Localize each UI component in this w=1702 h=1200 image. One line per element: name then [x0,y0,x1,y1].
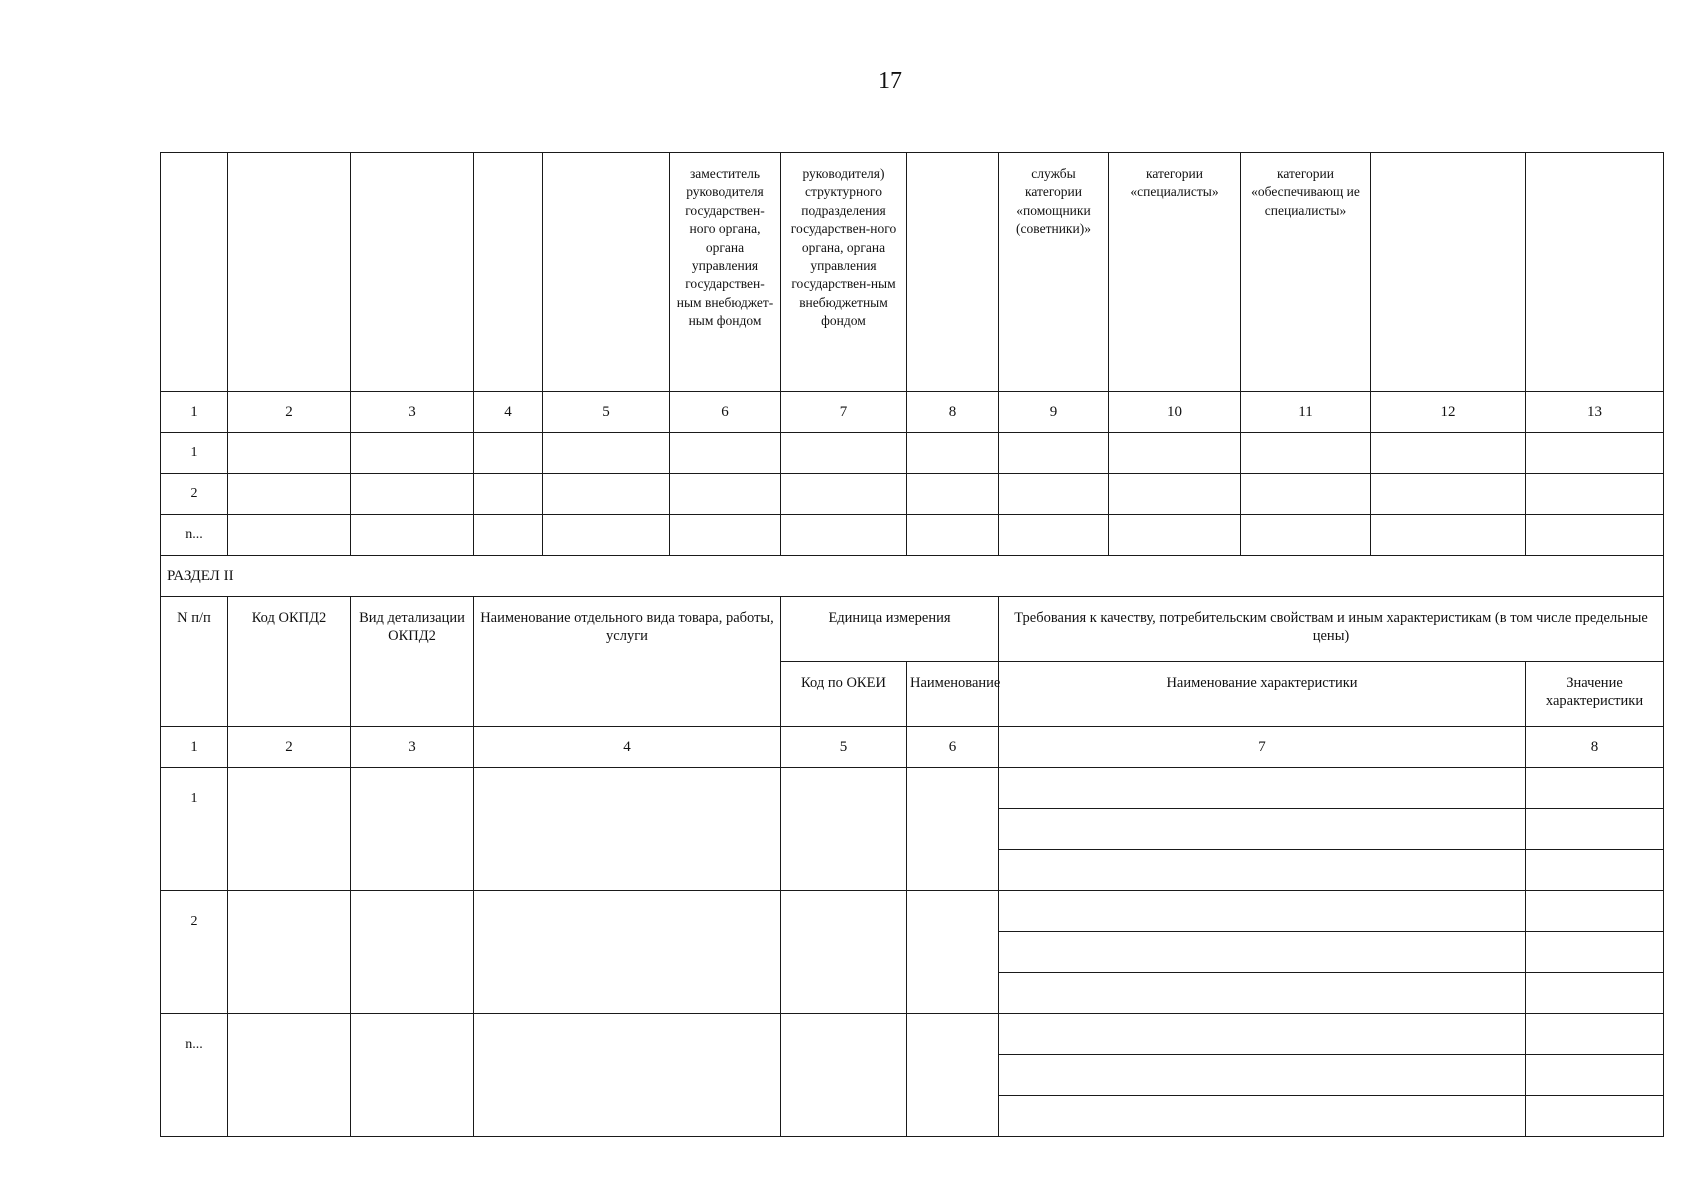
table-cell[interactable] [543,515,670,556]
header-cell: категории «обеспечивающ ие специалисты» [1241,153,1371,392]
table-cell[interactable] [907,891,999,1014]
header-cell [543,153,670,392]
section2-title-row [161,556,1664,597]
column-number: 1 [161,392,228,433]
section2-row [161,891,1664,932]
section2-column-numbers [161,727,1664,768]
column-number: 6 [670,392,781,433]
row-number: 1 [161,433,228,474]
table-cell[interactable] [1109,433,1241,474]
column-number: 5 [543,392,670,433]
table-cell[interactable] [999,809,1526,850]
detail-header: Вид детализации ОКПД2 [351,597,474,727]
table-cell[interactable] [474,768,781,891]
table-cell[interactable] [474,474,543,515]
table-cell[interactable] [228,474,351,515]
table-cell[interactable] [999,474,1109,515]
requirements-header: Требования к качеству, потребительским свойствам и иным характеристикам (в том числе предельные цены) [999,597,1664,662]
header-cell [228,153,351,392]
table-cell[interactable] [228,515,351,556]
table-cell[interactable] [1526,973,1664,1014]
unit-name-header: Наименование [907,662,999,727]
table-cell[interactable] [351,474,474,515]
column-number: 6 [907,727,999,768]
table-cell[interactable] [351,768,474,891]
column-number: 9 [999,392,1109,433]
column-number: 4 [474,392,543,433]
table-cell[interactable] [474,891,781,1014]
char-name-header: Наименование характеристики [999,662,1526,727]
table-cell[interactable] [474,1014,781,1137]
form-table [160,152,1664,1137]
table-cell[interactable] [999,515,1109,556]
table-cell[interactable] [907,515,999,556]
column-number: 1 [161,727,228,768]
header-cell [474,153,543,392]
table-cell[interactable] [1371,433,1526,474]
row-number: 2 [161,891,228,1014]
column-number: 3 [351,727,474,768]
table-cell[interactable] [543,474,670,515]
table-cell[interactable] [228,891,351,1014]
table-cell[interactable] [907,433,999,474]
unit-code-header: Код по ОКЕИ [781,662,907,727]
section1-row [161,433,1664,474]
header-cell [1526,153,1664,392]
table-cell[interactable] [543,433,670,474]
column-number: 2 [228,392,351,433]
table-cell[interactable] [999,891,1526,932]
table-cell[interactable] [474,433,543,474]
header-cell [1371,153,1526,392]
header-cell: категории «специалисты» [1109,153,1241,392]
name-header: Наименование отдельного вида товара, работы, услуги [474,597,781,727]
header-cell: заместитель руководителя государствен-ного органа, органа управления государствен-ным внебюджет-ным фондом [670,153,781,392]
table-cell[interactable] [1109,515,1241,556]
table-cell[interactable] [781,891,907,1014]
char-value-header: Значение характеристики [1526,662,1664,727]
table-cell[interactable] [999,768,1526,809]
column-number: 10 [1109,392,1241,433]
table-cell[interactable] [1241,433,1371,474]
section1-row [161,515,1664,556]
header-cell: руководителя) структурного подразделения государствен-ного органа, органа управления государствен-ным внебюджетным фондом [781,153,907,392]
row-number: n... [161,1014,228,1137]
column-number: 12 [1371,392,1526,433]
table-cell[interactable] [1526,809,1664,850]
table-cell[interactable] [474,515,543,556]
table-cell[interactable] [1371,515,1526,556]
table-cell[interactable] [1526,474,1664,515]
table-cell[interactable] [351,515,474,556]
header-cell [351,153,474,392]
page-number: 17 [878,68,902,94]
okpd2-header: Код ОКПД2 [228,597,351,727]
header-cell [161,153,228,392]
table-cell[interactable] [670,433,781,474]
header-cell [907,153,999,392]
table-cell[interactable] [781,1014,907,1137]
row-number: n... [161,515,228,556]
table-cell[interactable] [1526,932,1664,973]
table-cell[interactable] [907,1014,999,1137]
row-number: 1 [161,768,228,891]
table-cell[interactable] [351,891,474,1014]
column-number: 2 [228,727,351,768]
table-cell[interactable] [228,433,351,474]
table-cell[interactable] [781,433,907,474]
table-cell[interactable] [781,515,907,556]
table-cell[interactable] [999,433,1109,474]
table-cell[interactable] [1526,1014,1664,1055]
table-cell[interactable] [1526,768,1664,809]
table-cell[interactable] [1109,474,1241,515]
column-number: 8 [907,392,999,433]
table-cell[interactable] [907,768,999,891]
table-cell[interactable] [999,850,1526,891]
table-cell[interactable] [351,1014,474,1137]
table-cell[interactable] [999,932,1526,973]
table-cell[interactable] [670,515,781,556]
table-cell[interactable] [1241,515,1371,556]
column-number: 11 [1241,392,1371,433]
table-cell[interactable] [781,768,907,891]
section2-row [161,768,1664,809]
table-cell[interactable] [1526,515,1664,556]
table-cell[interactable] [999,1096,1526,1137]
column-number: 13 [1526,392,1664,433]
column-number: 8 [1526,727,1664,768]
table-cell[interactable] [1241,474,1371,515]
table-cell[interactable] [1526,891,1664,932]
table-cell[interactable] [1526,1055,1664,1096]
table-cell[interactable] [999,973,1526,1014]
section1-column-numbers [161,392,1664,433]
column-number: 4 [474,727,781,768]
table-cell[interactable] [999,1014,1526,1055]
unit-header: Единица измерения [781,597,999,662]
table-cell[interactable] [999,1055,1526,1096]
table-cell[interactable] [907,474,999,515]
table-cell[interactable] [228,768,351,891]
table-cell[interactable] [351,433,474,474]
section2-row [161,1014,1664,1055]
table-cell[interactable] [228,1014,351,1137]
table-cell[interactable] [1526,433,1664,474]
column-number: 5 [781,727,907,768]
section-title: РАЗДЕЛ II [161,556,1664,597]
table-cell[interactable] [1526,850,1664,891]
column-number: 3 [351,392,474,433]
table-cell[interactable] [670,474,781,515]
section2-header-row [161,597,1664,662]
column-number: 7 [781,392,907,433]
table-cell[interactable] [1526,1096,1664,1137]
table-cell[interactable] [781,474,907,515]
section1-header-row [161,153,1664,392]
table-cell[interactable] [1371,474,1526,515]
row-number: 2 [161,474,228,515]
header-cell: службы категории «помощники (советники)» [999,153,1109,392]
column-number: 7 [999,727,1526,768]
section1-row [161,474,1664,515]
num-header: N п/п [161,597,228,727]
